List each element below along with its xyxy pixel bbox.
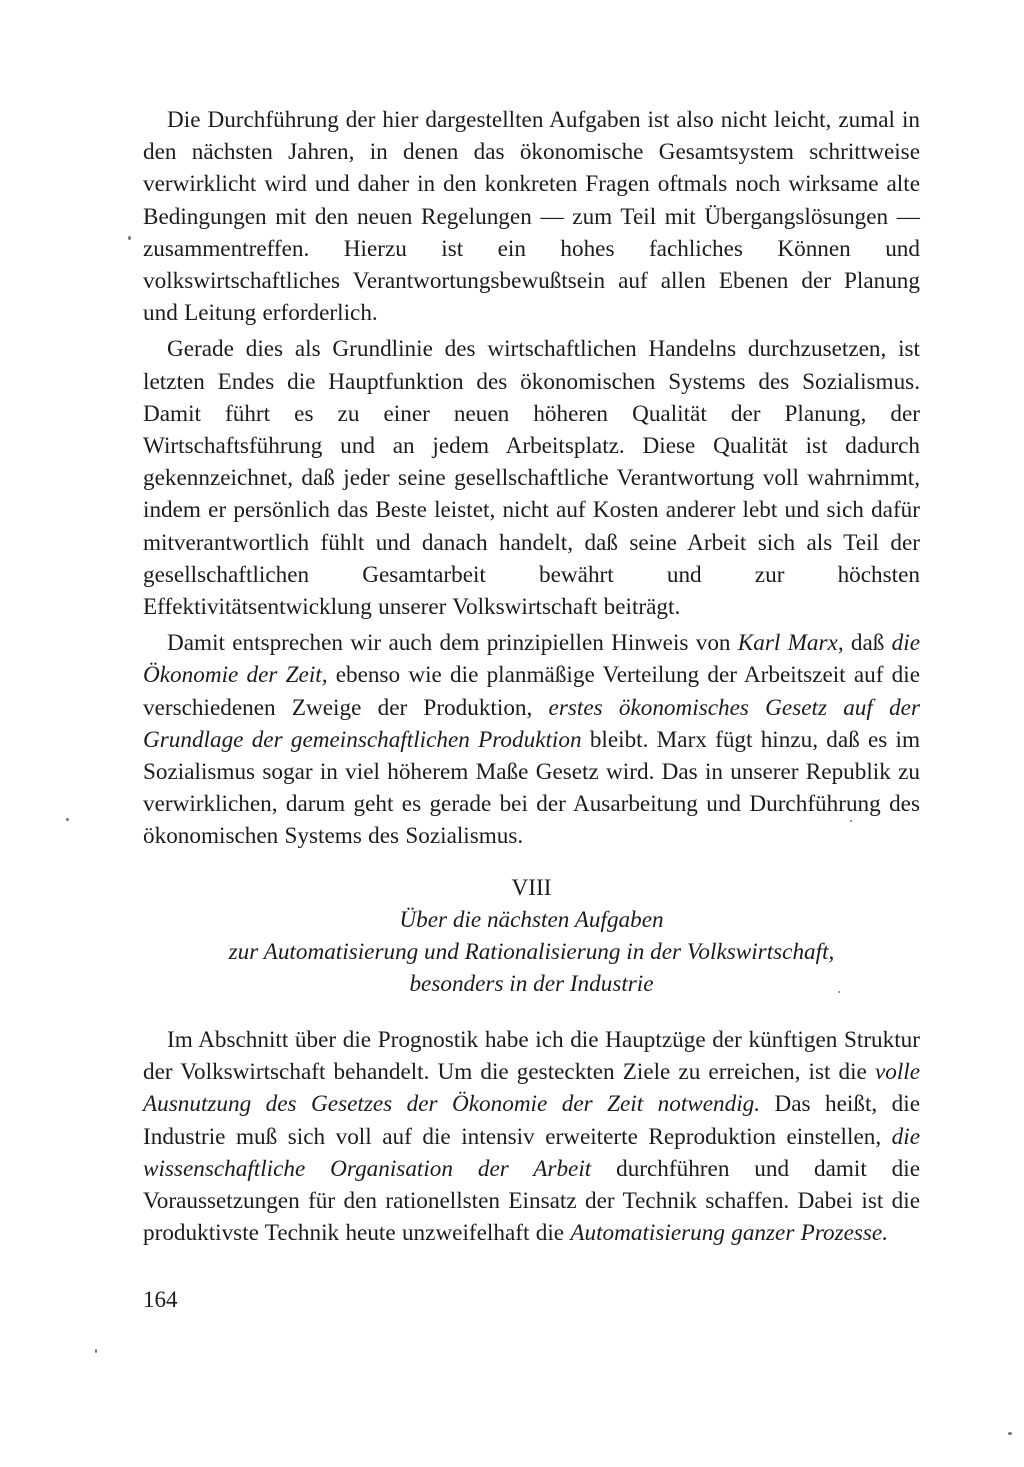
section-title-line: zur Automatisierung und Rationalisierung in der Volkswirtschaft, [228,939,835,965]
text-run: durchführen und damit die Voraussetzungen für den rationellsten Einsatz der Technik schaffen. Dabei ist die produktivste Technik heute unzweifelhaft die [143,1155,920,1247]
page-number: 164 [143,1287,178,1312]
scan-speck [1008,1432,1012,1435]
emphasis-text: Automatisierung ganzer Prozesse. [570,1220,889,1247]
text-run: Gerade dies als Grundlinie des wirtschaftlichen Handelns durchzusetzen, ist letzten Endes die Hauptfunktion des ökonomischen Systems des Sozialismus. Damit führt es zu einer neuen höheren Qualität der Planung, der Wirtschaftsführung und an jedem Arbeitsplatz. Diese Qualität ist dadurch gekennzeichnet, daß jeder seine gesellschaftliche Verantwortung voll wahrnimmt, indem er persönlich das Beste leistet, nicht auf Kosten anderer lebt und sich dafür mitverantwortlich fühlt und danach handelt, daß seine Arbeit sich als Teil der gesellschaftlichen Gesamtarbeit bewährt und zur höchsten Effektivitätsentwicklung unserer Volkswirtschaft beiträgt. [143,336,920,621]
text-run: Die Durchführung der hier dargestellten Aufgaben ist also nicht leicht, zumal in den nächsten Jahren, in denen das ökonomische Gesamtsystem schrittweise verwirklicht wird und daher in den konkreten Fragen oftmals noch wirksame alte Bedingungen mit den neuen Regelungen — zum Teil mit Übergangslösungen — zusammentreffen. Hierzu ist ein hohes fachliches Können und volkswirtschaftliches Verantwortungsbewußtsein auf allen Ebenen der Planung und Leitung erforderlich. [143,107,920,327]
text-run: Das heißt, die Industrie muß sich voll auf die intensiv erweiterte Reproduktion einstellen, [143,1091,920,1150]
scan-speck [66,818,69,821]
paragraph [143,333,920,623]
paragraph [143,1024,920,1249]
scan-speck [128,236,131,240]
text-run: Damit entsprechen wir auch dem prinzipiellen Hinweis von [167,630,738,657]
text-run: bleibt. Marx fügt hinzu, daß es im Sozialismus sogar in viel höherem Maße Gesetz wird. Das in unserer Republik zu verwirklichen, darum geht es gerade bei der Ausarbeitung und Durchführung des ökonomischen Systems des Sozialismus. [143,726,921,850]
emphasis-text: Karl Marx, [737,630,844,657]
emphasis-text: die Ökonomie der Zeit, [143,630,920,689]
text-run: ebenso wie die planmäßige Verteilung der Arbeitszeit auf die verschiedenen Zweige der Produktion, [143,662,920,721]
section-number: VIII [511,875,552,901]
emphasis-text: volle Ausnutzung des Gesetzes der Ökonomie der Zeit notwendig. [143,1059,920,1118]
paragraph [143,627,920,852]
section-title-line: besonders in der Industrie [409,971,654,997]
body-text-lower [143,1024,920,1249]
paragraph [143,104,920,329]
scan-speck [850,820,852,822]
text-run: Im Abschnitt über die Prognostik habe ich die Hauptzüge der künftigen Struktur der Volkswirtschaft behandelt. Um die gesteckten Ziele zu erreichen, ist die [143,1027,920,1086]
emphasis-text: erstes ökonomisches Gesetz auf der Grundlage der gemeinschaftlichen Produktion [143,694,920,753]
emphasis-text: die wissenschaftliche Organisation der Arbeit [143,1123,920,1182]
body-text-upper [143,104,920,853]
scan-speck [838,991,840,993]
scan-speck [95,1349,97,1353]
section-title-line: Über die nächsten Aufgaben [399,907,664,933]
text-run: daß [843,630,892,657]
section-heading [143,872,920,1000]
